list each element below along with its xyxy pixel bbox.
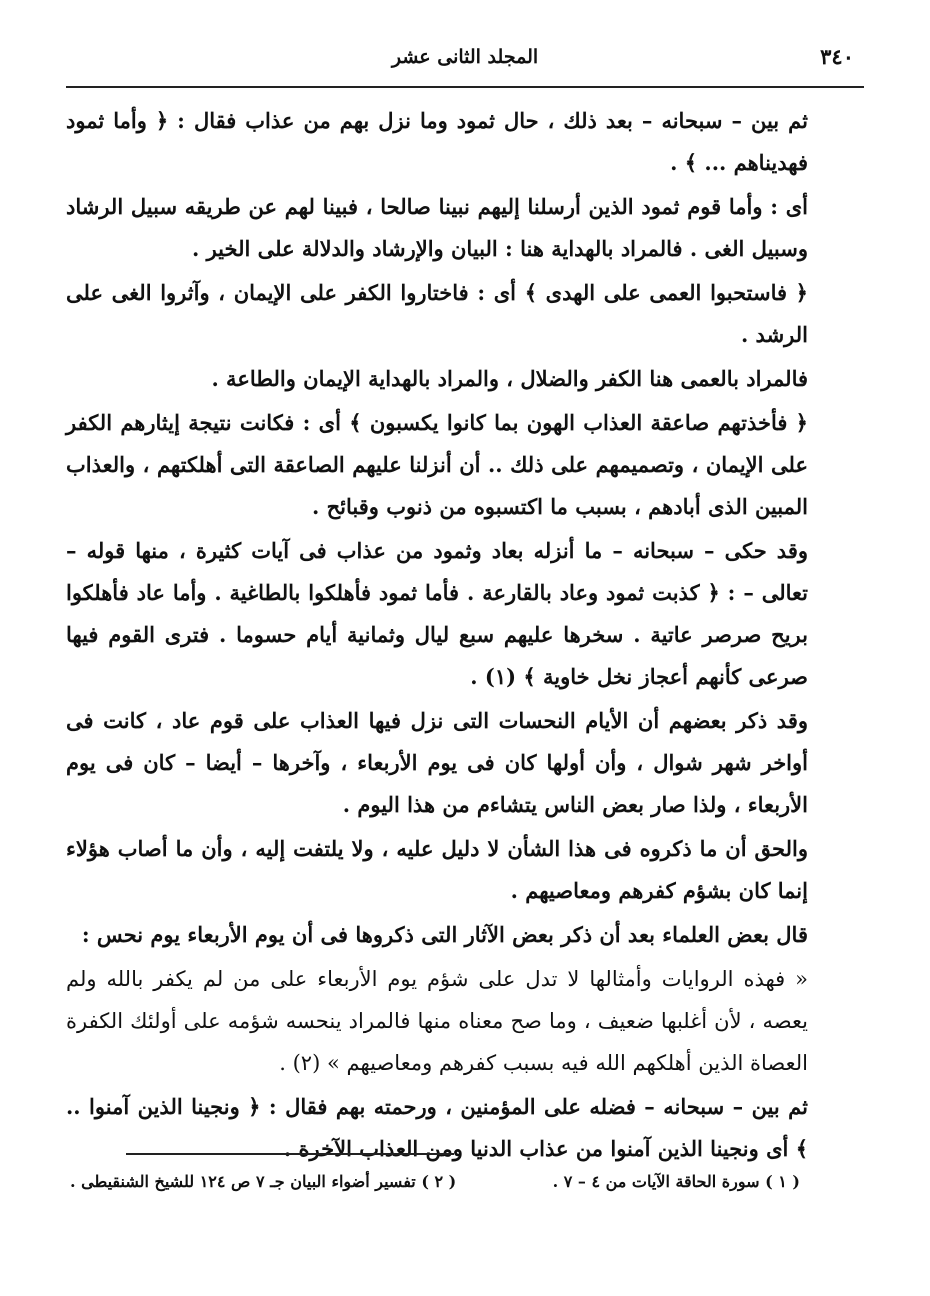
paragraph: ثم بين – سبحانه – بعد ذلك ، حال ثمود وما نزل بهم من عذاب فقال : ﴿ وأما ثمود فهديناهم ... ﴾ . [66,108,808,175]
paragraph: ﴿ فاستحبوا العمى على الهدى ﴾ أى : فاختاروا الكفر على الإيمان ، وآثروا الغى على الرشد . [66,280,808,347]
paragraph: قال بعض العلماء بعد أن ذكر بعض الآثار التى ذكروها فى أن يوم الأربعاء يوم نحس : [81,922,808,947]
paragraph: فالمراد بالعمى هنا الكفر والضلال ، والمراد بالهداية الإيمان والطاعة . [211,366,808,391]
footnotes [70,1172,800,1191]
volume-title: المجلد الثانى عشر [391,46,539,68]
page-number: ٣٤٠ [820,44,854,69]
page-header [62,44,868,84]
footnote-2: ( ٢ ) تفسير أضواء البيان جـ ٧ ص ١٢٤ للشيخ الشنقيطى . [70,1172,457,1191]
paragraph: ثم بين – سبحانه – فضله على المؤمنين ، ورحمته بهم فقال : ﴿ ونجينا الذين آمنوا .. ﴾ أى ونجينا الذين آمنوا من عذاب الدنيا ومن العذاب الآخرة . [66,1094,808,1161]
paragraph: والحق أن ما ذكروه فى هذا الشأن لا دليل عليه ، ولا يلتفت إليه ، وأن ما أصاب هؤلاء إنما كان بشؤم كفرهم ومعاصيهم . [66,836,808,903]
paragraph: وقد حكى – سبحانه – ما أنزله بعاد وثمود من عذاب فى آيات كثيرة ، منها قوله – تعالى – : ﴿ كذبت ثمود وعاد بالقارعة . فأما ثمود فأهلكوا بالطاغية . وأما عاد فأهلكوا بريح صرصر عاتية . سخرها عليهم سبع ليال وثمانية أيام حسوما . فترى القوم فيها صرعى كأنهم أعجاز نخل خاوية ﴾ (١) . [66,538,808,689]
quoted-paragraph: « فهذه الروايات وأمثالها لا تدل على شؤم يوم الأربعاء على من لم يكفر بالله ولم يعصه ، لأن أغلبها ضعيف ، وما صح معناه منها فالمراد ينحسه شؤمه على أولئك الكفرة العصاة الذين أهلكهم الله فيه بسبب كفرهم ومعاصيهم » (٢) . [66,967,808,1075]
footnote-divider [126,1153,454,1155]
footnote-1: ( ١ ) سورة الحاقة الآيات من ٤ – ٧ . [552,1172,800,1191]
paragraph: أى : وأما قوم ثمود الذين أرسلنا إليهم نبينا صالحا ، فبينا لهم عن طريقه سبيل الرشاد وسبيل الغى . فالمراد بالهداية هنا : البيان والإرشاد والدلالة على الخير . [66,194,808,261]
body-text [66,100,808,1172]
paragraph: ﴿ فأخذتهم صاعقة العذاب الهون بما كانوا يكسبون ﴾ أى : فكانت نتيجة إيثارهم الكفر على الإيمان ، وتصميمهم على ذلك .. أن أنزلنا عليهم الصاعقة التى أهلكتهم ، والعذاب المبين الذى أبادهم ، بسبب ما اكتسبوه من ذنوب وقبائح . [66,410,808,519]
header-divider [66,86,864,88]
paragraph: وقد ذكر بعضهم أن الأيام النحسات التى نزل فيها العذاب على قوم عاد ، كانت فى أواخر شهر شوال ، وأن أولها كان فى يوم الأربعاء ، وآخرها – أيضا – كان فى يوم الأربعاء ، ولذا صار بعض الناس يتشاءم من هذا اليوم . [66,708,808,817]
